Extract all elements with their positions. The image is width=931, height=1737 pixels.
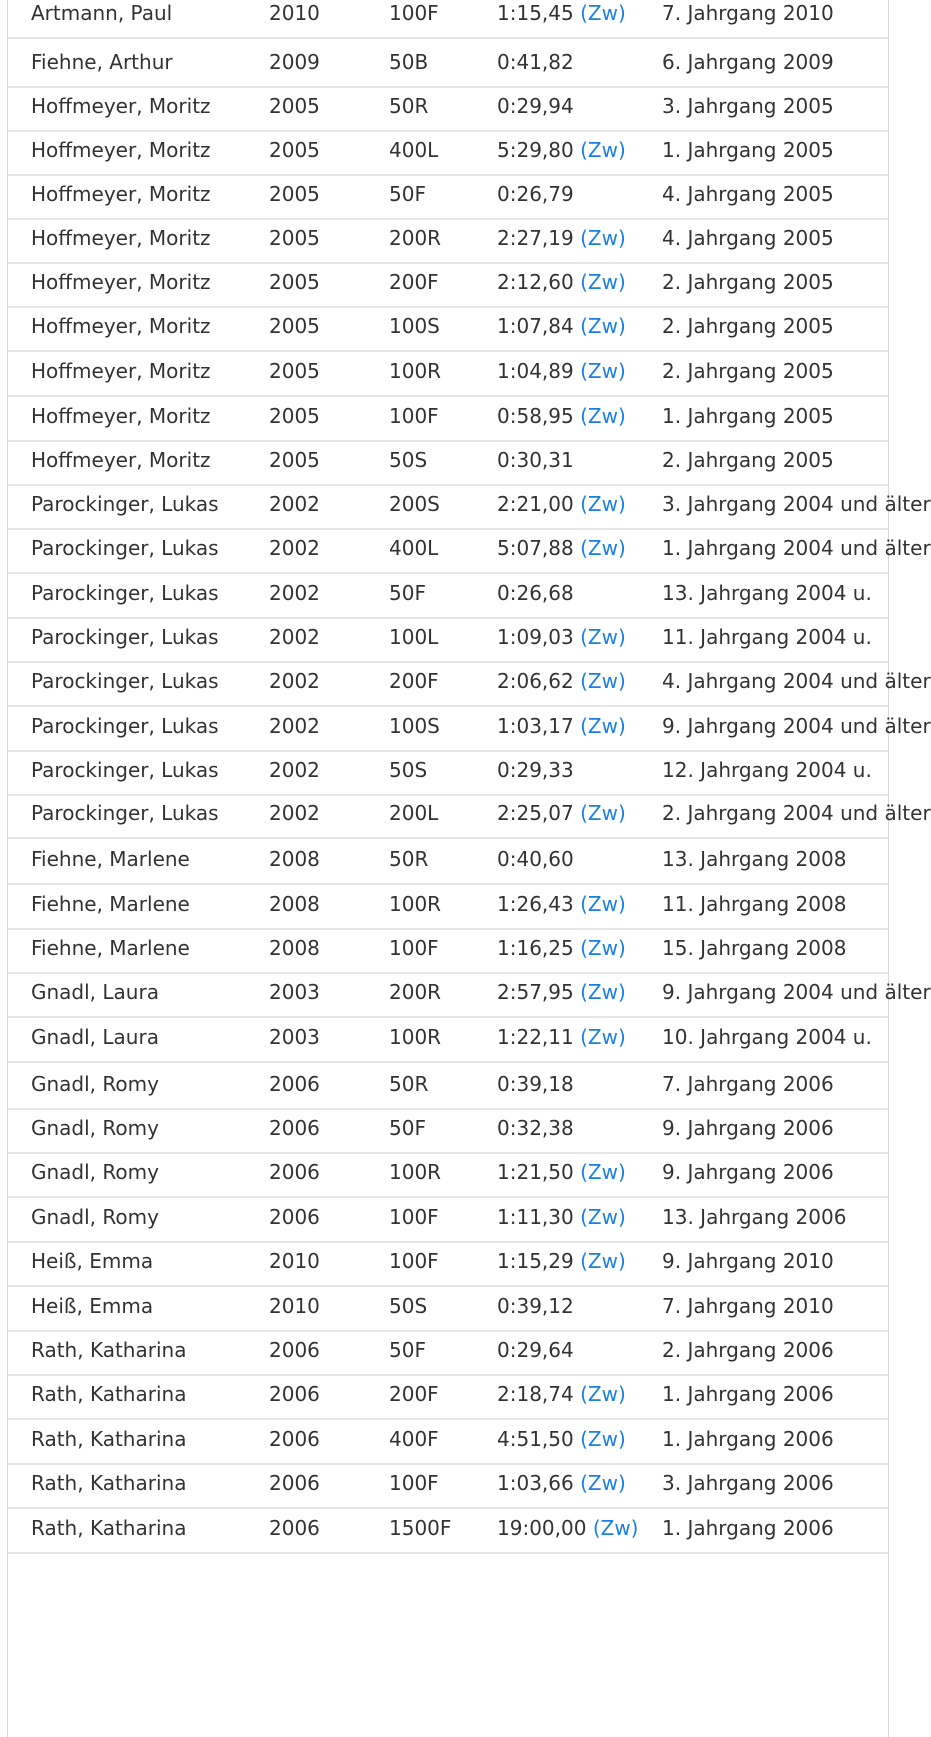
swimmer-name: Parockinger, Lukas [31, 758, 219, 782]
time-cell [497, 614, 667, 661]
distance-stroke: 100F [389, 404, 439, 428]
distance-stroke: 400L [389, 138, 439, 162]
distance-stroke: 200L [389, 801, 439, 825]
placement: 13. Jahrgang 2004 u. [662, 581, 872, 605]
placement: 9. Jahrgang 2006 [662, 1160, 834, 1184]
result-time: 2:06,62 [497, 669, 574, 693]
distance-stroke: 200F [389, 270, 439, 294]
swimmer-name: Rath, Katharina [31, 1516, 187, 1540]
result-time: 0:32,38 [497, 1116, 574, 1140]
distance-stroke: 100F [389, 1471, 439, 1495]
swimmer-name: Hoffmeyer, Moritz [31, 226, 211, 250]
swimmer-name: Heiß, Emma [31, 1249, 154, 1273]
placement: 2. Jahrgang 2005 [662, 448, 834, 472]
result-time: 4:51,50 [497, 1427, 574, 1451]
swimmer-name: Fiehne, Marlene [31, 892, 190, 916]
swimmer-name: Parockinger, Lukas [31, 581, 219, 605]
time-cell [497, 259, 667, 306]
distance-stroke: 50F [389, 182, 426, 206]
table-row [8, 1505, 888, 1554]
placement: 2. Jahrgang 2005 [662, 314, 834, 338]
placement: 1. Jahrgang 2006 [662, 1516, 834, 1540]
placement: 2. Jahrgang 2005 [662, 270, 834, 294]
placement: 11. Jahrgang 2008 [662, 892, 847, 916]
result-time: 1:04,89 [497, 359, 574, 383]
placement: 9. Jahrgang 2010 [662, 1249, 834, 1273]
table-row [8, 1194, 888, 1243]
table-row [8, 39, 888, 88]
birth-year: 2005 [269, 404, 320, 428]
time-cell [497, 481, 667, 528]
placement: 15. Jahrgang 2008 [662, 936, 847, 960]
result-time: 0:30,31 [497, 448, 574, 472]
distance-stroke: 100L [389, 625, 439, 649]
split-times-link[interactable]: (Zw) [580, 226, 626, 250]
swimmer-name: Rath, Katharina [31, 1382, 187, 1406]
table-row [8, 1371, 888, 1420]
split-times-link[interactable]: (Zw) [580, 1471, 626, 1495]
result-time: 0:41,82 [497, 50, 574, 74]
split-times-link[interactable]: (Zw) [580, 801, 626, 825]
distance-stroke: 50F [389, 1338, 426, 1362]
result-time: 0:29,33 [497, 758, 574, 782]
birth-year: 2010 [269, 1249, 320, 1273]
placement: 13. Jahrgang 2006 [662, 1205, 847, 1229]
time-cell [497, 437, 667, 484]
placement: 4. Jahrgang 2005 [662, 182, 834, 206]
time-cell [497, 1194, 667, 1241]
birth-year: 2002 [269, 669, 320, 693]
birth-year: 2002 [269, 714, 320, 738]
time-cell [497, 658, 667, 705]
placement: 2. Jahrgang 2005 [662, 359, 834, 383]
swimmer-name: Gnadl, Laura [31, 980, 159, 1004]
distance-stroke: 100F [389, 1249, 439, 1273]
distance-stroke: 200F [389, 1382, 439, 1406]
time-cell [497, 925, 667, 972]
table-row [8, 836, 888, 885]
table-row [8, 925, 888, 974]
split-times-link[interactable]: (Zw) [580, 892, 626, 916]
result-time: 2:25,07 [497, 801, 574, 825]
table-row [8, 1061, 888, 1110]
placement: 11. Jahrgang 2004 u. [662, 625, 872, 649]
swimmer-name: Parockinger, Lukas [31, 714, 219, 738]
swimmer-name: Artmann, Paul [31, 1, 173, 25]
birth-year: 2002 [269, 492, 320, 516]
split-times-link[interactable]: (Zw) [580, 1249, 626, 1273]
result-time: 1:09,03 [497, 625, 574, 649]
result-time: 0:39,12 [497, 1294, 574, 1318]
birth-year: 2005 [269, 138, 320, 162]
birth-year: 2006 [269, 1338, 320, 1362]
table-row [8, 1283, 888, 1332]
time-cell [497, 303, 667, 350]
split-times-link[interactable]: (Zw) [580, 669, 626, 693]
result-time: 1:26,43 [497, 892, 574, 916]
split-times-link[interactable]: (Zw) [580, 492, 626, 516]
table-row [8, 303, 888, 352]
birth-year: 2008 [269, 847, 320, 871]
birth-year: 2006 [269, 1516, 320, 1540]
distance-stroke: 50F [389, 1116, 426, 1140]
swimmer-name: Rath, Katharina [31, 1471, 187, 1495]
placement: 7. Jahrgang 2010 [662, 1, 834, 25]
time-cell [497, 1283, 667, 1330]
swimmer-name: Hoffmeyer, Moritz [31, 359, 211, 383]
swimmer-name: Fiehne, Marlene [31, 936, 190, 960]
split-times-link[interactable]: (Zw) [580, 936, 626, 960]
placement: 3. Jahrgang 2006 [662, 1471, 834, 1495]
placement: 9. Jahrgang 2004 und älter [662, 980, 931, 1004]
table-row [8, 790, 931, 839]
birth-year: 2005 [269, 448, 320, 472]
swimmer-name: Gnadl, Romy [31, 1072, 159, 1096]
split-times-link[interactable]: (Zw) [580, 138, 626, 162]
birth-year: 2003 [269, 1025, 320, 1049]
distance-stroke: 100F [389, 1, 439, 25]
placement: 4. Jahrgang 2005 [662, 226, 834, 250]
swimmer-name: Parockinger, Lukas [31, 625, 219, 649]
swimmer-name: Hoffmeyer, Moritz [31, 404, 211, 428]
result-time: 0:40,60 [497, 847, 574, 871]
result-time: 1:15,29 [497, 1249, 574, 1273]
table-row [8, 1238, 888, 1287]
split-times-link[interactable]: (Zw) [580, 1, 626, 25]
split-times-link[interactable]: (Zw) [580, 404, 626, 428]
distance-stroke: 100R [389, 892, 442, 916]
split-times-link[interactable]: (Zw) [580, 714, 626, 738]
distance-stroke: 50S [389, 1294, 428, 1318]
distance-stroke: 100R [389, 1025, 442, 1049]
split-times-link[interactable]: (Zw) [580, 359, 626, 383]
placement: 12. Jahrgang 2004 u. [662, 758, 872, 782]
split-times-link[interactable]: (Zw) [580, 980, 626, 1004]
birth-year: 2006 [269, 1205, 320, 1229]
time-cell [497, 1061, 667, 1108]
time-cell [497, 790, 667, 837]
result-time: 0:26,68 [497, 581, 574, 605]
placement: 9. Jahrgang 2006 [662, 1116, 834, 1140]
birth-year: 2009 [269, 50, 320, 74]
distance-stroke: 50F [389, 581, 426, 605]
time-cell [497, 215, 667, 262]
distance-stroke: 50B [389, 50, 429, 74]
result-time: 2:18,74 [497, 1382, 574, 1406]
swimmer-name: Rath, Katharina [31, 1427, 187, 1451]
birth-year: 2008 [269, 936, 320, 960]
swimmer-name: Hoffmeyer, Moritz [31, 314, 211, 338]
split-times-link[interactable]: (Zw) [580, 1427, 626, 1451]
swimmer-name: Hoffmeyer, Moritz [31, 448, 211, 472]
swimmer-name: Parockinger, Lukas [31, 536, 219, 560]
table-row [8, 481, 931, 530]
time-cell [497, 525, 667, 572]
result-time: 1:07,84 [497, 314, 574, 338]
distance-stroke: 200F [389, 669, 439, 693]
swimmer-name: Hoffmeyer, Moritz [31, 94, 211, 118]
swimmer-name: Heiß, Emma [31, 1294, 154, 1318]
placement: 9. Jahrgang 2004 und älter [662, 714, 931, 738]
placement: 6. Jahrgang 2009 [662, 50, 834, 74]
result-time: 1:11,30 [497, 1205, 574, 1229]
placement: 10. Jahrgang 2004 u. [662, 1025, 872, 1049]
split-times-link[interactable]: (Zw) [592, 1516, 639, 1540]
distance-stroke: 50R [389, 94, 429, 118]
table-row [8, 259, 888, 308]
table-row [8, 658, 931, 707]
swimmer-name: Hoffmeyer, Moritz [31, 182, 211, 206]
distance-stroke: 200S [389, 492, 440, 516]
result-time: 0:26,79 [497, 182, 574, 206]
birth-year: 2006 [269, 1382, 320, 1406]
time-cell [497, 171, 667, 218]
birth-year: 2006 [269, 1471, 320, 1495]
birth-year: 2005 [269, 314, 320, 338]
split-times-link[interactable]: (Zw) [580, 625, 626, 649]
result-time: 2:21,00 [497, 492, 574, 516]
birth-year: 2005 [269, 226, 320, 250]
time-cell [497, 1105, 667, 1152]
birth-year: 2006 [269, 1072, 320, 1096]
time-cell [497, 83, 667, 130]
time-cell [497, 1238, 667, 1285]
table-row [8, 215, 888, 264]
result-time: 1:15,45 [497, 1, 574, 25]
placement: 7. Jahrgang 2006 [662, 1072, 834, 1096]
result-time: 1:03,17 [497, 714, 574, 738]
time-cell [497, 881, 667, 928]
time-cell [497, 348, 667, 395]
birth-year: 2002 [269, 801, 320, 825]
result-time: 0:58,95 [497, 404, 574, 428]
result-time: 1:16,25 [497, 936, 574, 960]
time-cell [497, 1149, 667, 1196]
swimmer-name: Hoffmeyer, Moritz [31, 138, 211, 162]
split-times-link[interactable]: (Zw) [580, 270, 626, 294]
birth-year: 2002 [269, 536, 320, 560]
result-time: 0:29,64 [497, 1338, 574, 1362]
result-time: 1:21,50 [497, 1160, 574, 1184]
swimmer-name: Parockinger, Lukas [31, 492, 219, 516]
distance-stroke: 400F [389, 1427, 439, 1451]
birth-year: 2002 [269, 758, 320, 782]
birth-year: 2006 [269, 1160, 320, 1184]
table-row [8, 437, 888, 486]
swimmer-name: Rath, Katharina [31, 1338, 187, 1362]
birth-year: 2006 [269, 1116, 320, 1140]
table-row [8, 348, 888, 397]
table-row [8, 1149, 888, 1198]
distance-stroke: 100S [389, 314, 440, 338]
placement: 13. Jahrgang 2008 [662, 847, 847, 871]
placement: 3. Jahrgang 2004 und älter [662, 492, 931, 516]
result-time: 5:07,88 [497, 536, 574, 560]
table-row [8, 881, 888, 930]
result-time: 1:22,11 [497, 1025, 574, 1049]
time-cell [497, 0, 667, 37]
time-cell [497, 1460, 667, 1507]
swimmer-name: Fiehne, Marlene [31, 847, 190, 871]
distance-stroke: 50S [389, 758, 428, 782]
birth-year: 2005 [269, 182, 320, 206]
placement: 3. Jahrgang 2005 [662, 94, 834, 118]
split-times-link[interactable]: (Zw) [580, 536, 626, 560]
time-cell [497, 39, 667, 86]
results-table [7, 0, 931, 1737]
time-cell [497, 969, 667, 1016]
placement: 4. Jahrgang 2004 und älter [662, 669, 931, 693]
result-time: 2:27,19 [497, 226, 574, 250]
birth-year: 2005 [269, 94, 320, 118]
table-row [8, 1014, 888, 1063]
result-time: 5:29,80 [497, 138, 574, 162]
distance-stroke: 400L [389, 536, 439, 560]
split-times-link[interactable]: (Zw) [580, 1205, 626, 1229]
table-row [8, 83, 888, 132]
placement: 1. Jahrgang 2004 und älter [662, 536, 931, 560]
placement: 1. Jahrgang 2006 [662, 1382, 834, 1406]
distance-stroke: 50S [389, 448, 428, 472]
birth-year: 2008 [269, 892, 320, 916]
split-times-link[interactable]: (Zw) [580, 1160, 626, 1184]
time-cell [497, 570, 667, 617]
time-cell [497, 393, 667, 440]
placement: 2. Jahrgang 2006 [662, 1338, 834, 1362]
table-row [8, 127, 888, 176]
distance-stroke: 200R [389, 226, 442, 250]
time-cell [497, 1505, 667, 1552]
birth-year: 2010 [269, 1294, 320, 1318]
split-times-link[interactable]: (Zw) [580, 1025, 626, 1049]
swimmer-name: Fiehne, Arthur [31, 50, 173, 74]
table-row [8, 171, 888, 220]
distance-stroke: 50R [389, 1072, 429, 1096]
table-row [8, 1105, 888, 1154]
swimmer-name: Parockinger, Lukas [31, 801, 219, 825]
swimmer-name: Hoffmeyer, Moritz [31, 270, 211, 294]
placement: 7. Jahrgang 2010 [662, 1294, 834, 1318]
table-row [8, 0, 888, 39]
swimmer-name: Gnadl, Laura [31, 1025, 159, 1049]
placement: 2. Jahrgang 2004 und älter [662, 801, 931, 825]
time-cell [497, 1371, 667, 1418]
distance-stroke: 100R [389, 359, 442, 383]
swimmer-name: Gnadl, Romy [31, 1160, 159, 1184]
distance-stroke: 100F [389, 936, 439, 960]
table-row [8, 614, 888, 663]
swimmer-name: Gnadl, Romy [31, 1116, 159, 1140]
placement: 1. Jahrgang 2005 [662, 404, 834, 428]
table-row [8, 969, 931, 1018]
birth-year: 2002 [269, 581, 320, 605]
table-row [8, 525, 931, 574]
birth-year: 2002 [269, 625, 320, 649]
birth-year: 2006 [269, 1427, 320, 1451]
table-row [8, 1460, 888, 1509]
result-time: 1:03,66 [497, 1471, 574, 1495]
time-cell [497, 127, 667, 174]
distance-stroke: 100S [389, 714, 440, 738]
table-row [8, 703, 931, 752]
table-row [8, 393, 888, 442]
time-cell [497, 703, 667, 750]
distance-stroke: 200R [389, 980, 442, 1004]
time-cell [497, 1327, 667, 1374]
result-time: 0:39,18 [497, 1072, 574, 1096]
birth-year: 2003 [269, 980, 320, 1004]
birth-year: 2005 [269, 359, 320, 383]
time-cell [497, 1416, 667, 1463]
distance-stroke: 1500F [389, 1516, 452, 1540]
result-time: 2:12,60 [497, 270, 574, 294]
result-time: 2:57,95 [497, 980, 574, 1004]
table-row [8, 1416, 888, 1465]
result-time: 19:00,00 [497, 1516, 587, 1540]
swimmer-name: Gnadl, Romy [31, 1205, 159, 1229]
time-cell [497, 747, 667, 794]
time-cell [497, 836, 667, 883]
birth-year: 2005 [269, 270, 320, 294]
time-cell [497, 1014, 667, 1061]
swimmer-name: Parockinger, Lukas [31, 669, 219, 693]
distance-stroke: 100F [389, 1205, 439, 1229]
result-time: 0:29,94 [497, 94, 574, 118]
birth-year: 2010 [269, 1, 320, 25]
table-row [8, 570, 888, 619]
split-times-link[interactable]: (Zw) [580, 314, 626, 338]
placement: 1. Jahrgang 2006 [662, 1427, 834, 1451]
placement: 1. Jahrgang 2005 [662, 138, 834, 162]
table-row [8, 747, 888, 796]
distance-stroke: 50R [389, 847, 429, 871]
table-row [8, 1327, 888, 1376]
split-times-link[interactable]: (Zw) [580, 1382, 626, 1406]
distance-stroke: 100R [389, 1160, 442, 1184]
